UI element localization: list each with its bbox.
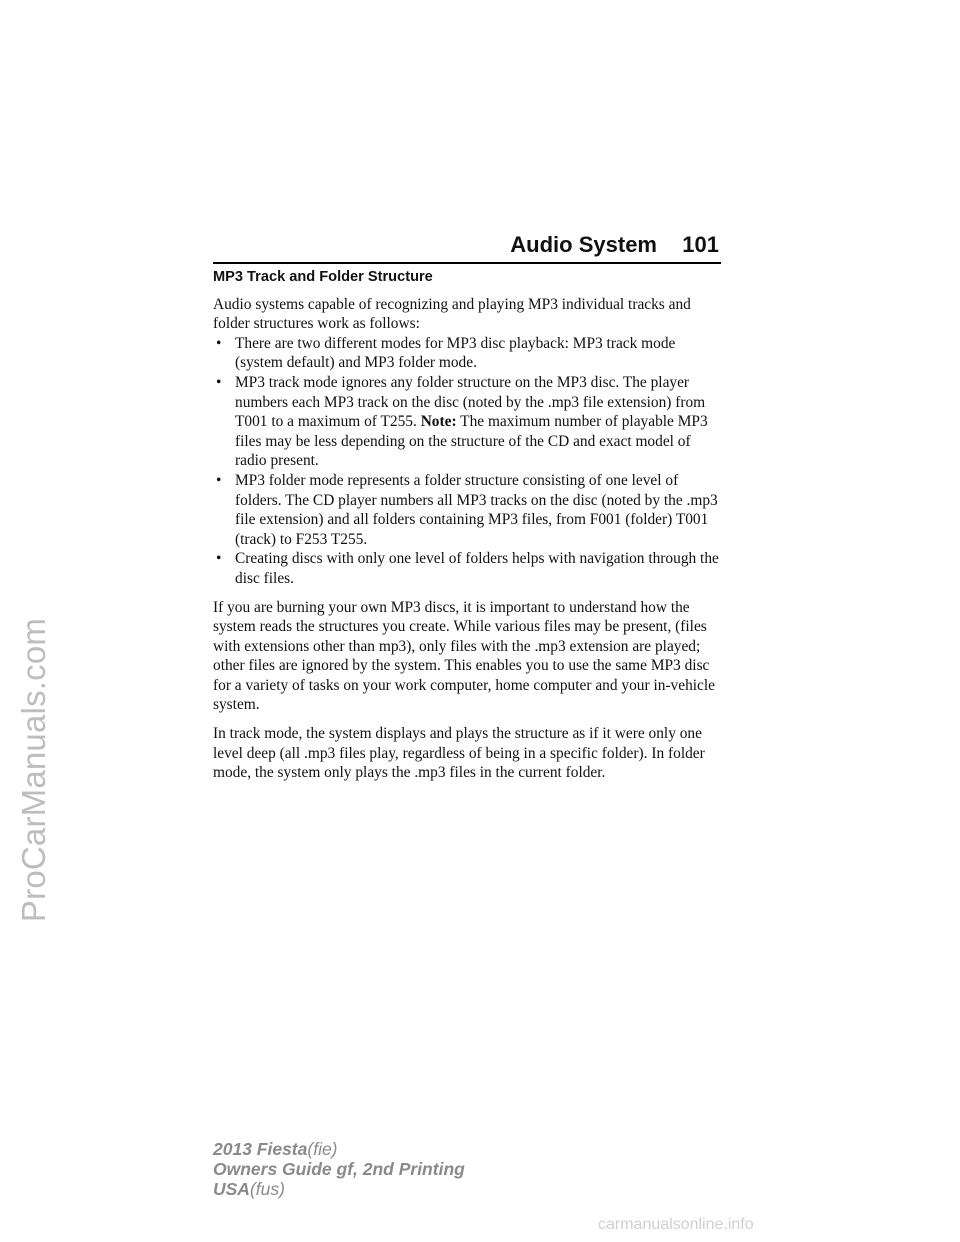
bullet-icon: • bbox=[216, 471, 222, 489]
footer-line-guide bbox=[213, 1159, 465, 1179]
list-item bbox=[213, 334, 721, 373]
section-heading: MP3 Track and Folder Structure bbox=[213, 269, 433, 285]
side-watermark bbox=[4, 510, 64, 1030]
list-item bbox=[213, 373, 721, 471]
side-watermark-text: ProCarManuals.com bbox=[15, 617, 52, 923]
footer-model: 2013 Fiesta bbox=[213, 1139, 308, 1159]
footer-model-code: (fie) bbox=[307, 1139, 338, 1159]
footer-line-model bbox=[213, 1139, 465, 1159]
note-label: Note: bbox=[420, 413, 457, 431]
footer-market-code: (fus) bbox=[249, 1179, 285, 1199]
page-content bbox=[213, 268, 721, 783]
intro-paragraph: Audio systems capable of recognizing and playing MP3 individual tracks and folder structures work as follows: bbox=[213, 295, 691, 333]
list-item bbox=[213, 549, 721, 588]
bullet-icon: • bbox=[216, 373, 222, 391]
list-item-text: MP3 track mode ignores any folder structure on the MP3 disc. The player numbers each MP3 track on the disc (noted by the .mp3 file extension) from T001 to a maximum of T255. bbox=[235, 373, 706, 431]
page-number: 101 bbox=[682, 232, 719, 257]
list-item bbox=[213, 471, 721, 549]
footer-guide: Owners Guide gf, 2nd Printing bbox=[213, 1159, 465, 1179]
bottom-watermark: carmanualsonline.info bbox=[598, 1216, 754, 1233]
bullet-list bbox=[213, 334, 721, 589]
list-item-text: Creating discs with only one level of folders helps with navigation through the disc files. bbox=[235, 550, 719, 587]
document-footer bbox=[213, 1139, 465, 1199]
chapter-title: Audio System bbox=[510, 232, 657, 257]
bullet-icon: • bbox=[216, 550, 222, 568]
footer-line-market bbox=[213, 1179, 465, 1199]
body-paragraph: If you are burning your own MP3 discs, it is important to understand how the system reads the structures you create. While various files may be present, (files with extensions other than mp3), only files with the .mp3 extension are played; other files are ignored by the system. This enables you to use the same MP3 disc for a variety of tasks on your work computer, home computer and your in-vehicle system. bbox=[213, 598, 715, 714]
body-paragraph: In track mode, the system displays and plays the structure as if it were only one level deep (all .mp3 files play, regardless of being in a specific folder). In folder mode, the system only plays the .mp3 files in the current folder. bbox=[213, 725, 705, 782]
footer-market: USA bbox=[213, 1179, 250, 1199]
page-header bbox=[213, 228, 721, 264]
list-item-text: There are two different modes for MP3 disc playback: MP3 track mode (system default) and MP3 folder mode. bbox=[235, 334, 676, 372]
bullet-icon: • bbox=[216, 334, 222, 352]
list-item-text: MP3 folder mode represents a folder structure consisting of one level of folders. The CD player numbers all MP3 tracks on the disc (noted by the .mp3 file extension) and all folders containing MP3 files, from F001 (folder) T001 (track) to F253 T255. bbox=[235, 471, 718, 548]
note-text: The maximum number of playable MP3 files may be less depending on the structure of the CD and exact model of radio present. bbox=[235, 413, 708, 470]
